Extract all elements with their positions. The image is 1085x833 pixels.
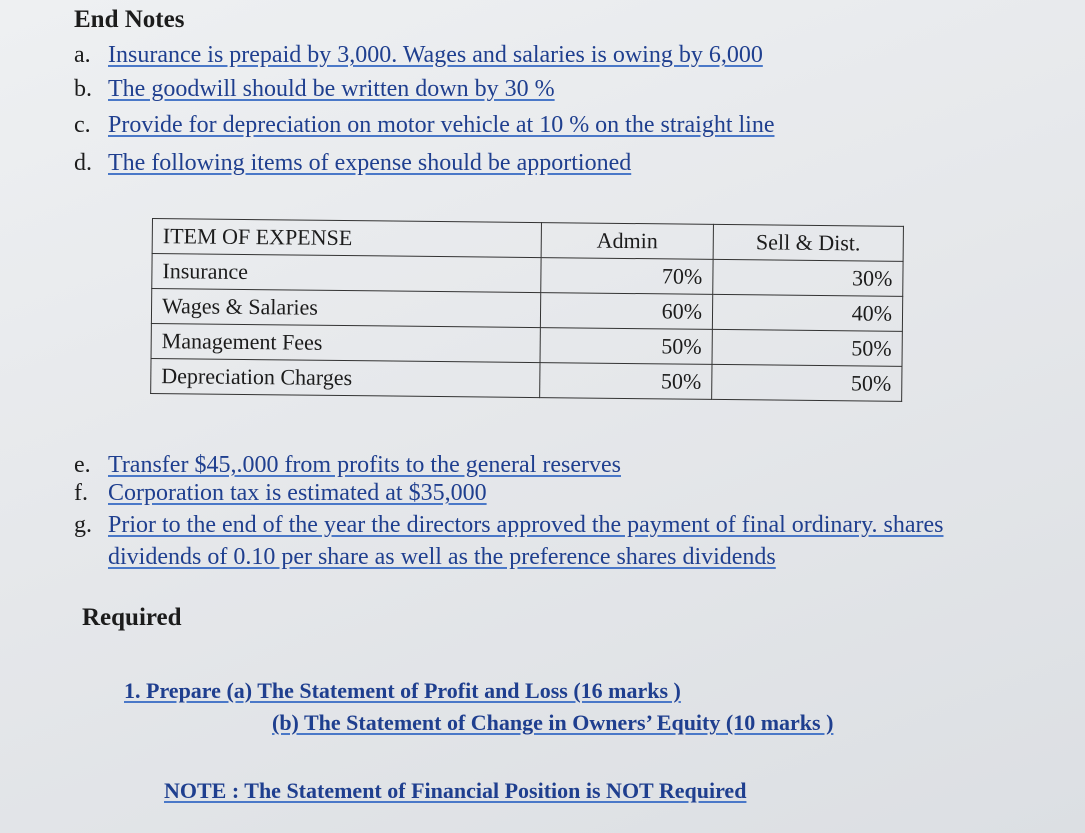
note-text: Provide for depreciation on motor vehicle at 10 % on the straight line xyxy=(108,112,775,138)
question-line-b xyxy=(272,710,833,736)
note-text: Corporation tax is estimated at $35,000 xyxy=(108,480,487,506)
header-admin: Admin xyxy=(541,223,713,260)
note-text: dividends of 0.10 per share as well as the preference shares dividends xyxy=(108,544,776,570)
note-g-continued xyxy=(108,544,776,571)
cell-sell: 30% xyxy=(713,259,903,296)
note-text: The goodwill should be written down by 30 % xyxy=(108,76,555,102)
note-label: g. xyxy=(74,512,92,538)
cell-admin: 60% xyxy=(540,293,712,330)
question-note xyxy=(164,778,746,804)
note-label: d. xyxy=(74,150,92,176)
note-f xyxy=(74,480,487,507)
note-text: The following items of expense should be apportioned xyxy=(108,150,632,176)
note-g xyxy=(74,512,944,539)
note-c xyxy=(74,112,774,139)
cell-item: Depreciation Charges xyxy=(151,358,540,397)
note-text: Transfer $45,.000 from profits to the general reserves xyxy=(108,452,621,478)
note-label: c. xyxy=(74,112,91,138)
header-sell-dist: Sell & Dist. xyxy=(713,224,903,261)
cell-sell: 40% xyxy=(712,294,902,331)
note-a xyxy=(74,42,763,69)
note-text: NOTE : The Statement of Financial Position is NOT Required xyxy=(164,778,747,803)
note-label: e. xyxy=(74,452,91,478)
cell-item: Wages & Salaries xyxy=(151,289,540,328)
note-text: Prior to the end of the year the directors approved the payment of final ordinary. shares xyxy=(108,512,944,538)
cell-sell: 50% xyxy=(712,364,902,401)
header-item: ITEM OF EXPENSE xyxy=(152,219,541,258)
cell-admin: 50% xyxy=(540,363,712,400)
note-text: Insurance is prepaid by 3,000. Wages and salaries is owing by 6,000 xyxy=(108,42,763,68)
note-label: b. xyxy=(74,76,92,102)
cell-item: Management Fees xyxy=(151,323,540,362)
cell-admin: 70% xyxy=(541,258,713,295)
expense-apportionment-table xyxy=(150,218,904,402)
note-b xyxy=(74,76,555,103)
cell-admin: 50% xyxy=(540,328,712,365)
question-line-a xyxy=(124,678,681,704)
required-heading: Required xyxy=(82,604,182,631)
note-e xyxy=(74,452,621,479)
cell-sell: 50% xyxy=(712,329,902,366)
note-label: f. xyxy=(74,480,88,506)
question-text: 1. Prepare (a) The Statement of Profit and Loss (16 marks ) xyxy=(124,678,681,703)
page-title: End Notes xyxy=(74,6,185,33)
cell-item: Insurance xyxy=(152,254,541,293)
note-label: a. xyxy=(74,42,91,68)
question-text: (b) The Statement of Change in Owners’ Equity (10 marks ) xyxy=(272,710,834,735)
note-d xyxy=(74,150,631,177)
table-row xyxy=(151,358,902,401)
